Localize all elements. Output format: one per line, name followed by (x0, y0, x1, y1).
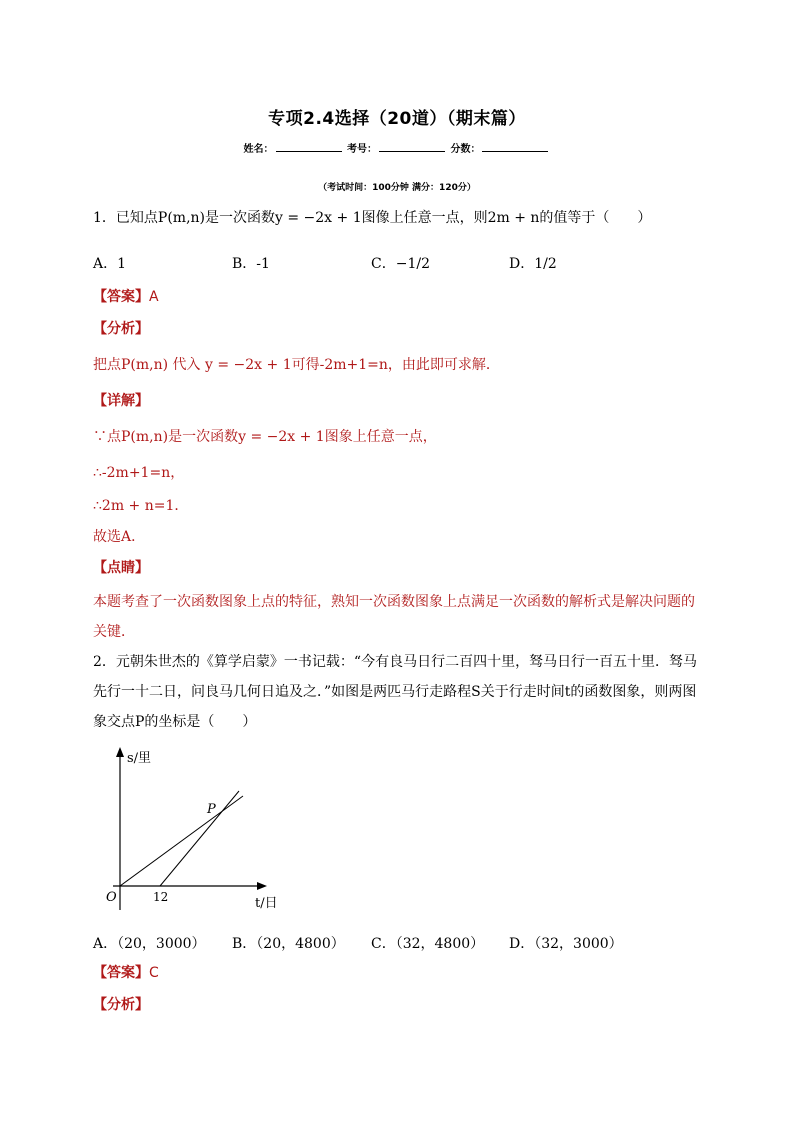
q1-option-a: A．1 (93, 256, 127, 272)
q1-detail-tag: 【详解】 (93, 393, 149, 409)
q2-answer-tag: 【答案】 (93, 965, 149, 981)
q1-option-b: B．-1 (232, 256, 270, 272)
graph-tick-label: 12 (153, 890, 169, 904)
graph-x-label: t/日 (255, 896, 278, 911)
graph-slow-horse-line (120, 796, 243, 886)
q1-option-d: D．1/2 (509, 256, 557, 272)
number-label: 考号： (347, 144, 377, 155)
graph-point-label: P (207, 802, 216, 817)
q1-analysis-text: 把点P(m,n) 代入 y = −2x + 1可得-2m+1=n，由此即可求解． (93, 357, 500, 373)
q2-analysis-tag: 【分析】 (93, 997, 149, 1013)
name-label: 姓名： (243, 144, 274, 155)
exam-time-info: （考试时间：100分钟 满分：120分） (318, 183, 476, 193)
q2-option-d: D．（32，3000） (509, 936, 623, 952)
q1-answer-row (93, 287, 159, 307)
score-label: 分数： (450, 144, 481, 155)
q1-answer-tag: 【答案】 (93, 289, 149, 305)
question-1-stem: 1．已知点P(m,n)是一次函数y = −2x + 1图像上任意一点，则2m + n的值等于（ ） (93, 210, 652, 226)
question-2-stem: 2．元朝朱世杰的《算学启蒙》一书记载：“今有良马日行二百四十里，驽马日行一百五十里．驽马先行一十二日，问良马几何日追及之．”如图是两匹马行走路程S关于行走时间t的函数图象，则两图象交点P的坐标是（ ） (93, 654, 698, 730)
graph-x-arrow (257, 882, 267, 890)
q2-function-graph (93, 745, 293, 915)
name-blank[interactable] (276, 142, 342, 152)
q1-comment-tag: 【点睛】 (93, 560, 149, 576)
q2-answer-row (93, 963, 159, 983)
student-info-row (0, 140, 794, 155)
graph-origin-label: O (106, 890, 117, 905)
q1-analysis-tag: 【分析】 (93, 321, 149, 337)
q1-detail-line-4: 故选A． (93, 529, 146, 545)
q2-option-a: A．（20，3000） (93, 936, 206, 952)
q1-answer: A (149, 289, 159, 305)
graph-y-label: s/里 (127, 751, 152, 766)
q2-option-c: C．（32，4800） (371, 936, 485, 952)
graph-y-arrow (116, 747, 124, 757)
q1-detail-line-3: ∴2m + n=1． (93, 498, 189, 514)
q1-option-c: C．−1/2 (371, 256, 430, 272)
graph-fast-horse-line (160, 791, 239, 886)
score-blank[interactable] (482, 142, 548, 152)
q1-detail-line-1: ∵点P(m,n)是一次函数y = −2x + 1图象上任意一点， (93, 429, 437, 445)
q1-detail-line-2: ∴-2m+1=n， (93, 465, 185, 481)
q1-comment-text: 本题考查了一次函数图象上点的特征，熟知一次函数图象上点满足一次函数的解析式是解决问题的关键． (93, 594, 695, 640)
number-blank[interactable] (379, 142, 445, 152)
q2-answer: C (149, 965, 159, 981)
q2-option-b: B．（20，4800） (232, 936, 345, 952)
page-title: 专项2.4选择（20道）（期末篇） (268, 109, 526, 129)
